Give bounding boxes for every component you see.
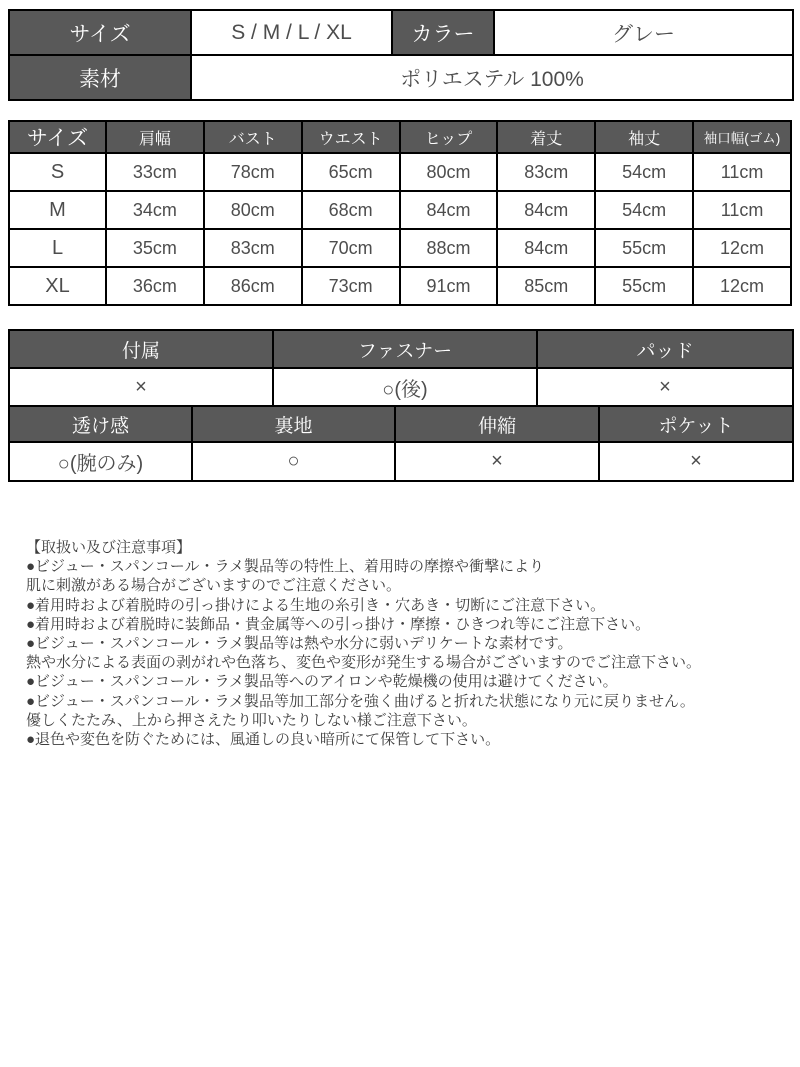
sheerness-label: 透け感 xyxy=(9,406,192,442)
accessories-value: × xyxy=(9,368,273,406)
shoulder-cell: 34cm xyxy=(106,191,204,229)
sleeve-cell: 55cm xyxy=(595,267,693,305)
pad-value: × xyxy=(537,368,793,406)
fastener-value: ○(後) xyxy=(273,368,537,406)
bust-cell: 80cm xyxy=(204,191,302,229)
care-notes-title: 【取扱い及び注意事項】 xyxy=(26,539,192,556)
care-note-line: ●ビジュー・スパンコール・ラメ製品等の特性上、着用時の摩擦や衝撃により xyxy=(26,558,545,576)
col-header-shoulder: 肩幅 xyxy=(106,121,204,153)
cuff-cell: 12cm xyxy=(693,267,791,305)
shoulder-cell: 36cm xyxy=(106,267,204,305)
hip-cell: 91cm xyxy=(400,267,498,305)
col-header-size: サイズ xyxy=(9,121,106,153)
pocket-value: × xyxy=(599,442,793,481)
size-row-m xyxy=(9,191,791,229)
product-info-table xyxy=(8,9,794,101)
cuff-cell: 11cm xyxy=(693,153,791,191)
info-row-size-color xyxy=(9,10,793,55)
features-table-bottom xyxy=(8,405,794,482)
care-note-line: 肌に刺激がある場合がございますのでご注意ください。 xyxy=(26,577,402,595)
color-value: グレー xyxy=(494,10,793,55)
size-label: サイズ xyxy=(9,10,191,55)
material-value: ポリエステル 100% xyxy=(191,55,793,100)
cuff-cell: 11cm xyxy=(693,191,791,229)
size-row-l xyxy=(9,229,791,267)
hip-cell: 84cm xyxy=(400,191,498,229)
bust-cell: 86cm xyxy=(204,267,302,305)
col-header-cuff: 袖口幅(ゴム) xyxy=(693,121,791,153)
size-cell: S xyxy=(9,153,106,191)
col-header-bust: バスト xyxy=(204,121,302,153)
hip-cell: 88cm xyxy=(400,229,498,267)
col-header-waist: ウエスト xyxy=(302,121,400,153)
features-bottom-header-row xyxy=(9,406,793,442)
waist-cell: 73cm xyxy=(302,267,400,305)
sleeve-cell: 54cm xyxy=(595,153,693,191)
size-cell: M xyxy=(9,191,106,229)
care-note-line: ●着用時および着脱時の引っ掛けによる生地の糸引き・穴あき・切断にご注意下さい。 xyxy=(26,596,606,614)
waist-cell: 68cm xyxy=(302,191,400,229)
features-table-top xyxy=(8,329,794,407)
size-row-xl xyxy=(9,267,791,305)
sheerness-value: ○(腕のみ) xyxy=(9,442,192,481)
care-note-line: ●ビジュー・スパンコール・ラメ製品等加工部分を強く曲げると折れた状態になり元に戻りません。 xyxy=(26,692,695,710)
shoulder-cell: 33cm xyxy=(106,153,204,191)
size-chart-header-row xyxy=(9,121,791,153)
length-cell: 84cm xyxy=(497,229,595,267)
waist-cell: 70cm xyxy=(302,229,400,267)
features-top-header-row xyxy=(9,330,793,368)
col-header-sleeve: 袖丈 xyxy=(595,121,693,153)
length-cell: 85cm xyxy=(497,267,595,305)
sleeve-cell: 54cm xyxy=(595,191,693,229)
material-label: 素材 xyxy=(9,55,191,100)
fastener-label: ファスナー xyxy=(273,330,537,368)
pad-label: パッド xyxy=(537,330,793,368)
care-note-line: 熱や水分による表面の剥がれや色落ち、変色や変形が発生する場合がございますのでご注意下さい。 xyxy=(26,654,702,672)
waist-cell: 65cm xyxy=(302,153,400,191)
cuff-cell: 12cm xyxy=(693,229,791,267)
sleeve-cell: 55cm xyxy=(595,229,693,267)
color-label: カラー xyxy=(392,10,494,55)
bust-cell: 83cm xyxy=(204,229,302,267)
accessories-label: 付属 xyxy=(9,330,273,368)
shoulder-cell: 35cm xyxy=(106,229,204,267)
size-cell: L xyxy=(9,229,106,267)
size-cell: XL xyxy=(9,267,106,305)
hip-cell: 80cm xyxy=(400,153,498,191)
length-cell: 83cm xyxy=(497,153,595,191)
col-header-hip: ヒップ xyxy=(400,121,498,153)
stretch-label: 伸縮 xyxy=(395,406,599,442)
features-bottom-value-row xyxy=(9,442,793,481)
care-note-line: ●着用時および着脱時に装飾品・貴金属等への引っ掛け・摩擦・ひきつれ等にご注意下さい。 xyxy=(26,615,651,633)
length-cell: 84cm xyxy=(497,191,595,229)
care-note-line: 優しくたたみ、上から押さえたり叩いたりしない様ご注意下さい。 xyxy=(26,711,477,729)
pocket-label: ポケット xyxy=(599,406,793,442)
size-chart-table xyxy=(8,120,792,306)
care-note-line: ●ビジュー・スパンコール・ラメ製品等は熱や水分に弱いデリケートな素材です。 xyxy=(26,635,573,653)
size-value: S / M / L / XL xyxy=(191,10,392,55)
size-row-s xyxy=(9,153,791,191)
care-notes xyxy=(8,538,792,749)
info-row-material xyxy=(9,55,793,100)
features-top-value-row xyxy=(9,368,793,406)
bust-cell: 78cm xyxy=(204,153,302,191)
col-header-length: 着丈 xyxy=(497,121,595,153)
care-note-line: ●退色や変色を防ぐためには、風通しの良い暗所にて保管して下さい。 xyxy=(26,731,501,749)
stretch-value: × xyxy=(395,442,599,481)
lining-value: ○ xyxy=(192,442,395,481)
lining-label: 裏地 xyxy=(192,406,395,442)
care-note-line: ●ビジュー・スパンコール・ラメ製品等へのアイロンや乾燥機の使用は避けてください。 xyxy=(26,673,618,691)
